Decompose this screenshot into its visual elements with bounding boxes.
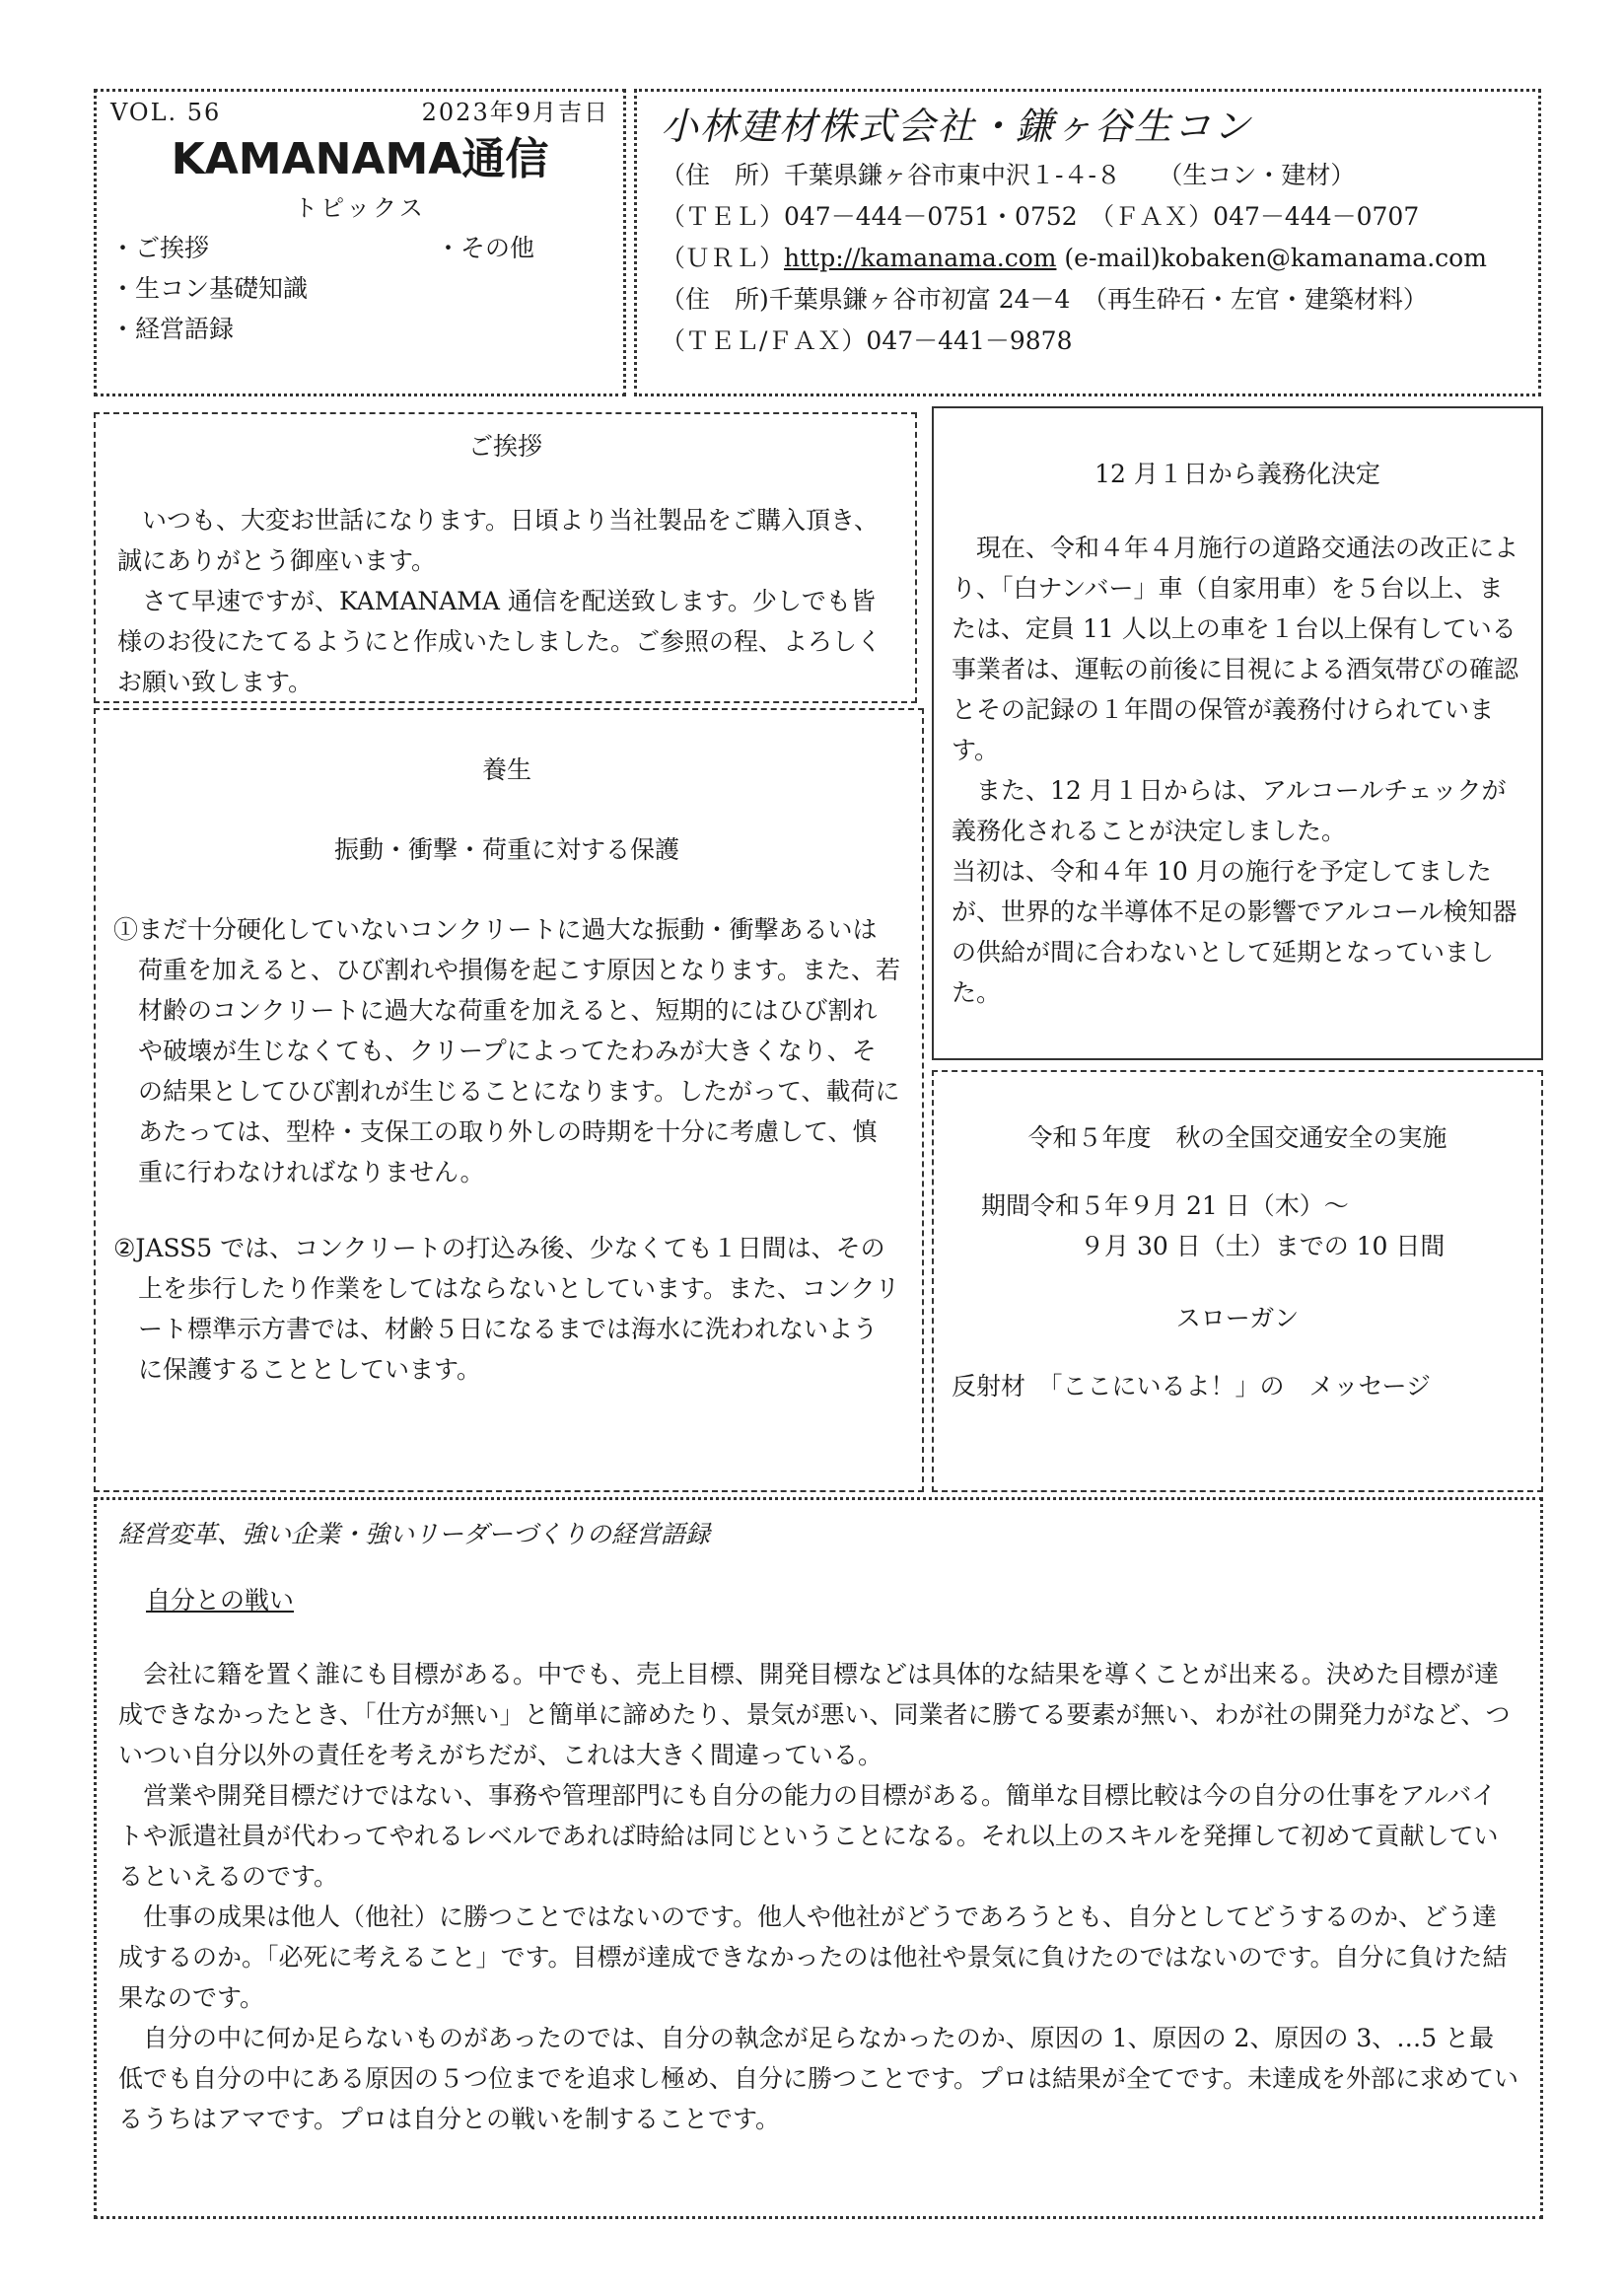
management-heading: 経営変革、強い企業・強いリーダーづくりの経営語録 [118,1520,711,1548]
email-address: (e-mail)kobaken@kamanama.com [1064,244,1487,272]
greeting-box [94,412,917,703]
greeting-heading: ご挨拶 [467,432,542,461]
traffic-period: ９月 30 日（土）までの 10 日間 [1080,1232,1446,1260]
topic-item: ・ご挨拶 [110,234,210,262]
topic-item: ・生コン基礎知識 [110,274,309,303]
traffic-period: 期間令和５年９月 21 日（木）～ [981,1191,1349,1220]
url-label: （ＵＲＬ） [661,244,785,272]
management-paragraph: 会社に籍を置く誰にも目標がある。中でも、売上目標、開発目標などは具体的な結果を導くことが出来る。決めた目標が達成できなかったとき、「仕方が無い」と簡単に諦めたり、景気が悪い、同業者に勝てる要素が無い、わが社の開発力がなど、ついつい自分以外の責任を考えがちだが、これは大きく間違っている。 [118,1660,1511,1769]
management-subheading: 自分との戦い [146,1586,295,1614]
alcohol-paragraph: また、12 月１日からは、アルコールチェックが義務化されることが決定しました。 [952,776,1507,845]
management-paragraph: 営業や開発目標だけではない、事務や管理部門にも自分の能力の目標がある。簡単な目標比較は今の自分の仕事をアルバイトや派遣社員が代わってやれるレベルであれば時給は同じということになる。それ以上のスキルを発揮して初めて貢献しているといえるのです。 [118,1781,1499,1891]
greeting-paragraph: さて早速ですが、KAMANAMA 通信を配送致します。少しでも皆様のお役にたてるようにと作成いたしました。ご参照の程、よろしくお願い致します。 [117,587,882,696]
management-quotes-box [94,1497,1543,2219]
newsletter-title: KAMANAMA通信 [171,134,549,184]
traffic-safety-box [932,1070,1543,1492]
greeting-paragraph: いつも、大変お世話になります。日頃より当社製品をご購入頂き、誠にありがとう御座います。 [117,506,880,575]
alcohol-paragraph: 現在、令和４年４月施行の道路交通法の改正により、「白ナンバー」車（自家用車）を５台以上、または、定員 11 人以上の車を１台以上保有している事業者は、運転の前後に目視による酒気帯びの確認とその記録の１年間の保管が義務付けられています。 [952,534,1519,764]
alcohol-paragraph: 当初は、令和４年 10 月の施行を予定してましたが、世界的な半導体不足の影響でアルコール検知器の供給が間に合わないとして延期となっていました。 [952,857,1517,1007]
company-info-box [634,89,1541,396]
curing-subheading: 振動・衝撃・荷重に対する保護 [333,835,679,864]
curing-heading: 養生 [481,755,531,784]
management-paragraph: 仕事の成果は他人（他社）に勝つことではないのです。他人や他社がどうであろうとも、自分としてどうするのか、どう達成するのか。「必死に考えること」です。目標が達成できなかったのは他社や景気に負けたのではないのです。自分に負けた結果なのです。 [118,1902,1508,2012]
traffic-heading: 令和５年度 秋の全国交通安全の実施 [1027,1123,1447,1152]
topic-item: ・経営語録 [110,315,235,343]
alcohol-check-box [932,406,1543,1060]
curing-article-box [94,708,924,1492]
curing-item: ②JASS5 では、コンクリートの打込み後、少なくても１日間は、その上を歩行したり作業をしてはならないとしています。また、コンクリート標準示方書では、材齢５日になるまでは海水に洗われないように保護することとしています。 [113,1234,900,1384]
website-link[interactable]: http://kamanama.com [784,244,1057,272]
topics-heading: トピックス [294,194,426,222]
slogan-text: 反射材 「ここにいるよ！」の メッセージ [952,1372,1432,1400]
company-tel-fax: （ＴＥＬ）047－444－0751・0752 （ＦＡＸ）047－444－0707 [661,202,1420,231]
curing-item: ①まだ十分硬化していないコンクリートに過大な振動・衝撃あるいは荷重を加えると、ひび割れや損傷を起こす原因となります。また、若材齢のコンクリートに過大な荷重を加えると、短期的にはひび割れや破壊が生じなくても、クリープによってたわみが大きくなり、その結果としてひび割れが生じることになります。したがって、載荷にあたっては、型枠・支保工の取り外しの時期を十分に考慮して、慎重に行わなければなりません。 [113,915,901,1186]
alcohol-heading: 12 月１日から義務化決定 [1094,460,1380,488]
management-paragraph: 自分の中に何か足らないものがあったのでは、自分の執念が足らなかったのか、原因の 1、原因の 2、原因の 3、…5 と最低でも自分の中にある原因の５つ位までを追求し極め、自分に勝つことです。プロは結果が全てです。未達成を外部に求めているうちはアマです。プロは自分との戦いを制することです。 [118,2024,1519,2133]
company-address: （住 所）千葉県鎌ヶ谷市東中沢１-４-８ （生コン・建材） [661,161,1356,189]
topics-list [110,228,609,349]
issue-date: 2023年9月吉日 [421,99,609,126]
company-web-row [661,238,1515,279]
company-tel-fax-2: （ＴＥＬ/ＦＡＸ）047－441－9878 [661,326,1073,355]
company-address-2: （住 所)千葉県鎌ヶ谷市初富 24－4 （再生砕石・左官・建築材料） [661,285,1428,314]
issue-row [110,98,609,127]
topic-item: ・その他 [436,234,535,262]
volume-number: VOL. 56 [110,99,222,126]
masthead-box [94,89,626,396]
company-name: 小林建材株式会社・鎌ヶ谷生コン [661,105,1253,148]
slogan-heading: スローガン [1175,1304,1300,1332]
